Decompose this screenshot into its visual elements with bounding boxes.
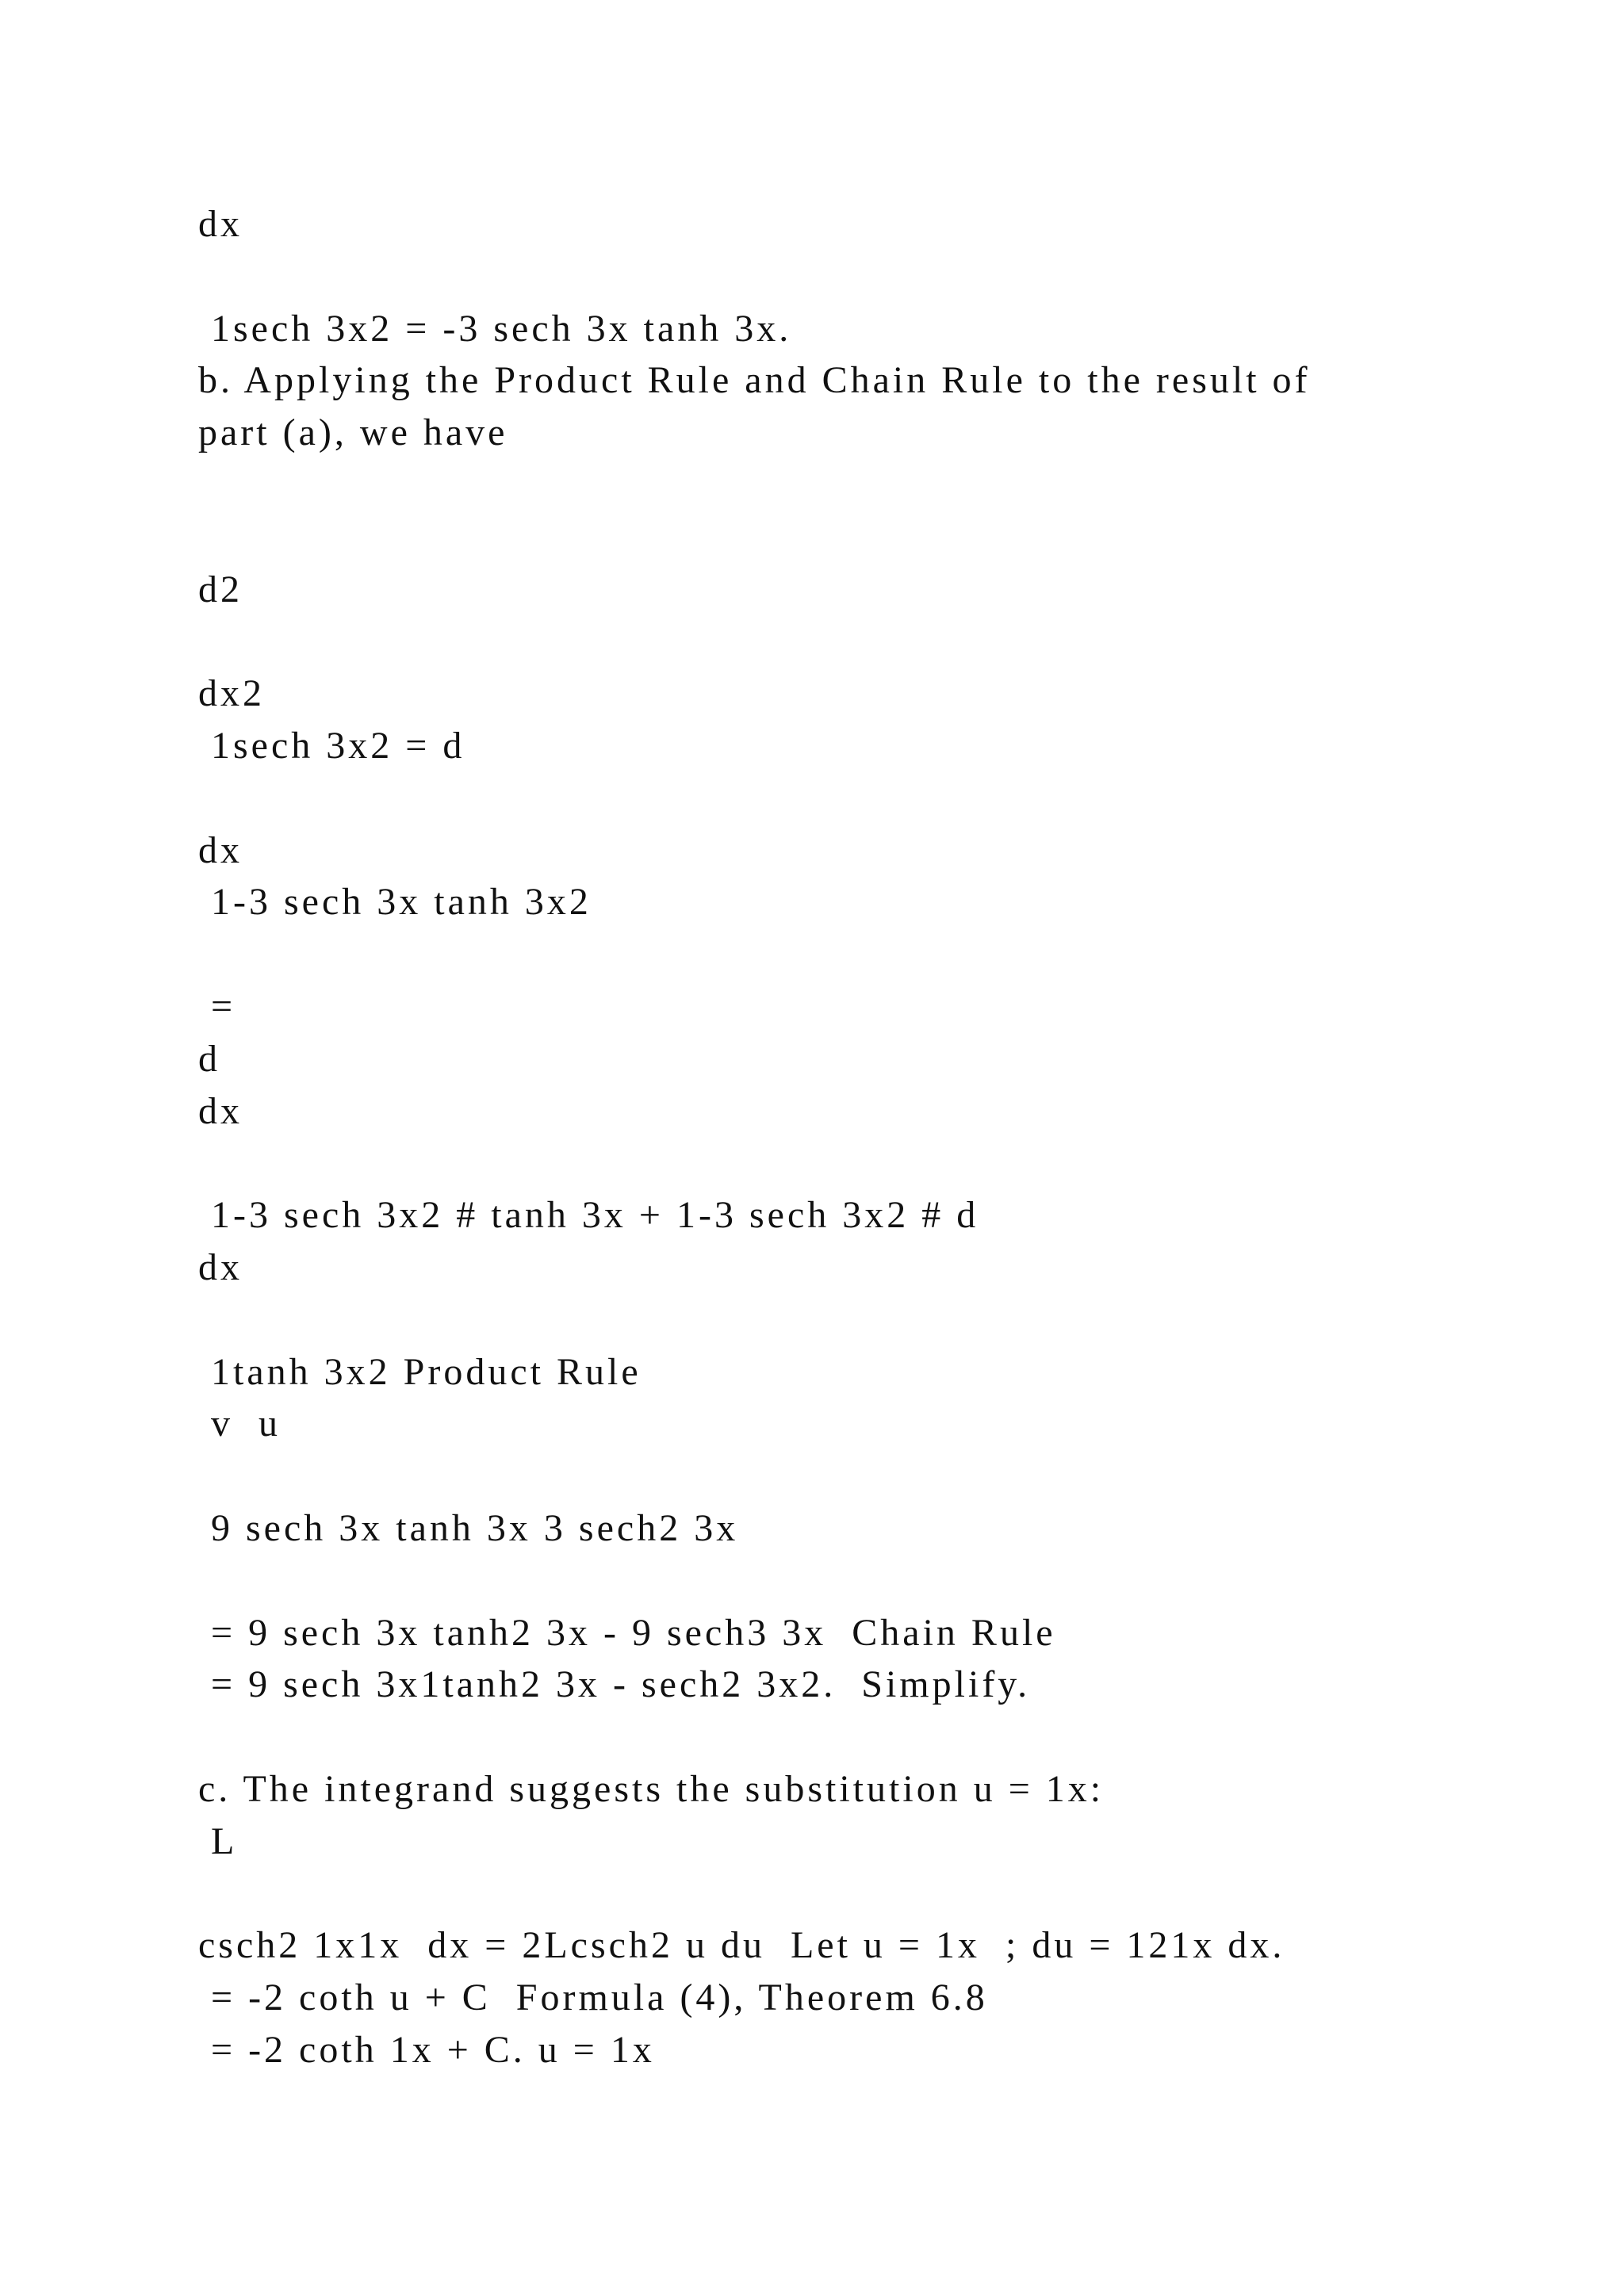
text-line: 9 sech 3x tanh 3x 3 sech2 3x (198, 1506, 739, 1549)
blank-line (198, 511, 1467, 564)
text-line: 1sech 3x2 = d (198, 724, 465, 767)
text-line: = (198, 985, 236, 1027)
text-line: 1tanh 3x2 Product Rule (198, 1350, 642, 1393)
text-line: d (198, 1037, 220, 1080)
text-line: csch2 1x1x dx = 2Lcsch2 u du Let u = 1x ; du = 121x dx. (198, 1924, 1285, 1967)
blank-line (198, 251, 1467, 303)
blank-line (198, 459, 1467, 511)
blank-line (198, 615, 1467, 668)
blank-line (198, 1450, 1467, 1502)
blank-line (198, 1868, 1467, 1920)
text-line: 1-3 sech 3x tanh 3x2 (198, 881, 592, 924)
text-line: dx (198, 828, 243, 871)
blank-line (198, 928, 1467, 981)
blank-line (198, 1555, 1467, 1607)
text-line: L (198, 1820, 238, 1862)
text-line: = -2 coth 1x + C. u = 1x (198, 2028, 655, 2071)
blank-line (198, 1137, 1467, 1189)
text-line: dx2 (198, 672, 265, 715)
text-line: = 9 sech 3x1tanh2 3x - sech2 3x2. Simplify. (198, 1663, 1031, 1706)
text-line: part (a), we have (198, 411, 508, 454)
text-line: = -2 coth u + C Formula (4), Theorem 6.8 (198, 1976, 988, 2019)
text-line: v u (198, 1402, 281, 1445)
text-line: d2 (198, 568, 243, 610)
document-body (198, 198, 1467, 2076)
text-line: dx (198, 203, 243, 245)
blank-line (198, 1711, 1467, 1763)
text-line: = 9 sech 3x tanh2 3x - 9 sech3 3x Chain Rule (198, 1611, 1056, 1654)
blank-line (198, 1294, 1467, 1346)
text-line: 1-3 sech 3x2 # tanh 3x + 1-3 sech 3x2 # d (198, 1194, 979, 1237)
text-line: 1sech 3x2 = -3 sech 3x tanh 3x. (198, 307, 792, 350)
blank-line (198, 772, 1467, 825)
text-line: c. The integrand suggests the substitution u = 1x: (198, 1767, 1105, 1810)
text-line: dx (198, 1246, 243, 1288)
text-line: b. Applying the Product Rule and Chain Rule to the result of (198, 359, 1311, 402)
text-line: dx (198, 1089, 243, 1132)
